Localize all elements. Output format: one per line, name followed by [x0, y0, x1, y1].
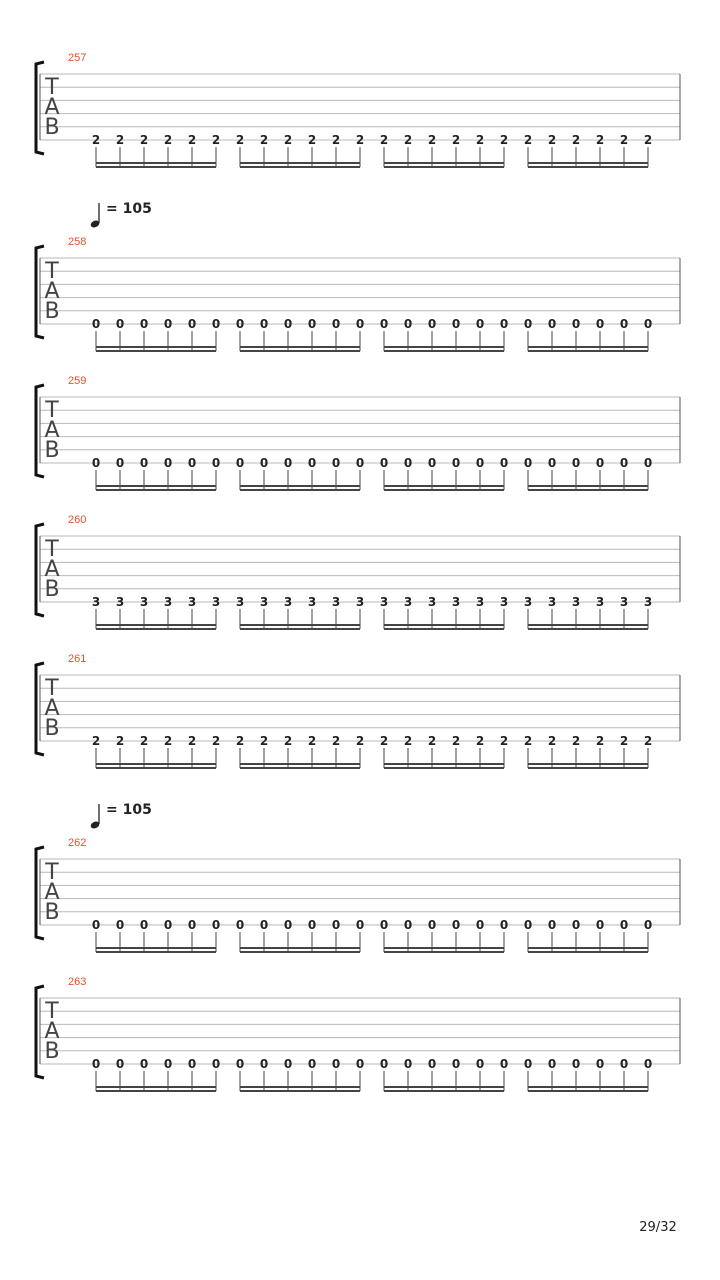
fret-number: 0: [619, 456, 629, 470]
fret-number: 0: [523, 1057, 533, 1071]
fret-number: 0: [619, 918, 629, 932]
tab-clef-letter: B: [44, 115, 60, 140]
tab-clef-letter: A: [44, 880, 60, 905]
tempo-marking: [90, 201, 152, 229]
fret-number: 0: [91, 1057, 101, 1071]
tab-clef-letter: T: [45, 398, 59, 423]
fret-number: 0: [235, 918, 245, 932]
fret-number: 3: [379, 595, 389, 609]
fret-number: 0: [307, 1057, 317, 1071]
fret-number: 3: [547, 595, 557, 609]
fret-number: 0: [283, 1057, 293, 1071]
fret-number: 0: [475, 918, 485, 932]
fret-number: 0: [115, 1057, 125, 1071]
fret-number: 2: [283, 133, 293, 147]
fret-number: 2: [451, 734, 461, 748]
fret-number: 0: [235, 456, 245, 470]
fret-number: 3: [259, 595, 269, 609]
fret-number: 2: [187, 133, 197, 147]
tab-clef-letter: T: [45, 676, 59, 701]
tab-system: [36, 976, 680, 1091]
fret-number: 2: [331, 133, 341, 147]
fret-number: 0: [211, 317, 221, 331]
fret-number: 0: [547, 918, 557, 932]
fret-number: 2: [403, 133, 413, 147]
fret-number: 0: [451, 1057, 461, 1071]
fret-number: 0: [595, 1057, 605, 1071]
tab-clef-letter: B: [44, 716, 60, 741]
fret-number: 2: [211, 734, 221, 748]
fret-number: 0: [355, 317, 365, 331]
fret-number: 2: [259, 734, 269, 748]
fret-number: 3: [643, 595, 653, 609]
fret-number: 0: [595, 918, 605, 932]
fret-number: 3: [451, 595, 461, 609]
tab-clef-letter: A: [44, 95, 60, 120]
fret-number: 0: [163, 456, 173, 470]
fret-number: 2: [595, 734, 605, 748]
fret-number: 2: [139, 734, 149, 748]
tab-system: [36, 514, 680, 629]
fret-number: 3: [595, 595, 605, 609]
fret-number: 2: [115, 734, 125, 748]
fret-number: 0: [211, 456, 221, 470]
tab-system: [36, 653, 680, 768]
fret-number: 0: [307, 918, 317, 932]
tempo-marking: [90, 802, 152, 830]
fret-number: 2: [187, 734, 197, 748]
fret-number: 2: [259, 133, 269, 147]
fret-number: 2: [475, 133, 485, 147]
fret-number: 0: [307, 456, 317, 470]
fret-number: 0: [259, 918, 269, 932]
measure-number: 260: [68, 514, 87, 526]
fret-number: 2: [475, 734, 485, 748]
fret-number: 0: [331, 1057, 341, 1071]
measure-number: 263: [68, 976, 87, 988]
fret-number: 2: [571, 133, 581, 147]
fret-number: 0: [187, 456, 197, 470]
fret-number: 0: [331, 456, 341, 470]
fret-number: 2: [643, 133, 653, 147]
fret-number: 0: [403, 918, 413, 932]
tab-system: [36, 375, 680, 490]
fret-number: 0: [643, 317, 653, 331]
fret-number: 0: [547, 317, 557, 331]
measure-number: 261: [68, 653, 87, 665]
fret-number: 0: [331, 918, 341, 932]
fret-number: 2: [451, 133, 461, 147]
fret-number: 2: [547, 133, 557, 147]
fret-number: 2: [355, 133, 365, 147]
fret-number: 0: [235, 1057, 245, 1071]
fret-number: 0: [355, 918, 365, 932]
fret-number: 0: [187, 918, 197, 932]
tab-system: [36, 802, 680, 952]
fret-number: 2: [427, 133, 437, 147]
fret-number: 0: [571, 317, 581, 331]
fret-number: 2: [331, 734, 341, 748]
fret-number: 0: [307, 317, 317, 331]
fret-number: 0: [115, 317, 125, 331]
fret-number: 2: [91, 734, 101, 748]
tab-system: [36, 201, 680, 351]
fret-number: 0: [547, 456, 557, 470]
tab-clef-letter: T: [45, 860, 59, 885]
fret-number: 0: [355, 456, 365, 470]
fret-number: 0: [475, 456, 485, 470]
fret-number: 2: [91, 133, 101, 147]
fret-number: 3: [187, 595, 197, 609]
fret-number: 0: [427, 1057, 437, 1071]
tab-clef-letter: T: [45, 537, 59, 562]
fret-number: 0: [643, 918, 653, 932]
fret-number: 2: [571, 734, 581, 748]
fret-number: 2: [595, 133, 605, 147]
fret-number: 2: [307, 734, 317, 748]
fret-number: 2: [379, 133, 389, 147]
fret-number: 0: [259, 1057, 269, 1071]
fret-number: 0: [523, 456, 533, 470]
tab-clef-letter: A: [44, 557, 60, 582]
fret-number: 2: [163, 734, 173, 748]
fret-number: 3: [571, 595, 581, 609]
fret-number: 0: [379, 317, 389, 331]
fret-number: 3: [499, 595, 509, 609]
fret-number: 3: [91, 595, 101, 609]
tab-clef-letter: B: [44, 900, 60, 925]
fret-number: 2: [283, 734, 293, 748]
tab-clef-letter: B: [44, 577, 60, 602]
fret-number: 0: [91, 317, 101, 331]
tab-clef-letter: T: [45, 75, 59, 100]
fret-number: 0: [499, 918, 509, 932]
fret-number: 0: [427, 918, 437, 932]
measure-number: 258: [68, 236, 87, 248]
tab-clef-letter: A: [44, 279, 60, 304]
fret-number: 0: [499, 1057, 509, 1071]
fret-number: 0: [355, 1057, 365, 1071]
fret-number: 3: [475, 595, 485, 609]
tab-clef-letter: A: [44, 418, 60, 443]
measure-number: 257: [68, 52, 87, 64]
tab-system: [36, 52, 680, 167]
tab-clef-letter: T: [45, 259, 59, 284]
fret-number: 3: [139, 595, 149, 609]
fret-number: 0: [403, 1057, 413, 1071]
fret-number: 0: [451, 918, 461, 932]
tab-clef-letter: T: [45, 999, 59, 1024]
fret-number: 0: [451, 456, 461, 470]
fret-number: 2: [619, 734, 629, 748]
fret-number: 0: [499, 317, 509, 331]
fret-number: 3: [307, 595, 317, 609]
fret-number: 3: [403, 595, 413, 609]
fret-number: 0: [91, 456, 101, 470]
tab-clef-letter: A: [44, 696, 60, 721]
fret-number: 2: [499, 133, 509, 147]
fret-number: 0: [451, 317, 461, 331]
fret-number: 2: [523, 734, 533, 748]
fret-number: 0: [475, 1057, 485, 1071]
fret-number: 0: [571, 1057, 581, 1071]
fret-number: 0: [523, 317, 533, 331]
fret-number: 0: [427, 317, 437, 331]
fret-number: 0: [499, 456, 509, 470]
fret-number: 0: [91, 918, 101, 932]
fret-number: 0: [595, 317, 605, 331]
fret-number: 0: [379, 918, 389, 932]
fret-number: 0: [283, 317, 293, 331]
fret-number: 0: [643, 456, 653, 470]
fret-number: 0: [643, 1057, 653, 1071]
fret-number: 3: [355, 595, 365, 609]
fret-number: 0: [547, 1057, 557, 1071]
tempo-label: = 105: [106, 802, 152, 818]
fret-number: 0: [403, 456, 413, 470]
fret-number: 2: [619, 133, 629, 147]
fret-number: 3: [235, 595, 245, 609]
fret-number: 0: [115, 456, 125, 470]
fret-number: 0: [139, 456, 149, 470]
fret-number: 0: [379, 1057, 389, 1071]
fret-number: 2: [523, 133, 533, 147]
tab-clef-letter: A: [44, 1019, 60, 1044]
fret-number: 0: [163, 317, 173, 331]
fret-number: 0: [115, 918, 125, 932]
fret-number: 2: [163, 133, 173, 147]
fret-number: 3: [427, 595, 437, 609]
fret-number: 3: [619, 595, 629, 609]
fret-number: 0: [379, 456, 389, 470]
fret-number: 0: [187, 1057, 197, 1071]
fret-number: 3: [283, 595, 293, 609]
fret-number: 0: [139, 317, 149, 331]
measure-number: 259: [68, 375, 87, 387]
fret-number: 0: [235, 317, 245, 331]
measure-number: 262: [68, 837, 87, 849]
fret-number: 2: [139, 133, 149, 147]
fret-number: 0: [163, 918, 173, 932]
fret-number: 2: [235, 133, 245, 147]
fret-number: 0: [283, 456, 293, 470]
fret-number: 0: [163, 1057, 173, 1071]
fret-number: 3: [211, 595, 221, 609]
fret-number: 2: [307, 133, 317, 147]
fret-number: 0: [571, 918, 581, 932]
fret-number: 2: [115, 133, 125, 147]
fret-number: 2: [499, 734, 509, 748]
fret-number: 0: [259, 456, 269, 470]
fret-number: 0: [523, 918, 533, 932]
fret-number: 0: [139, 1057, 149, 1071]
fret-number: 0: [331, 317, 341, 331]
fret-number: 0: [211, 1057, 221, 1071]
fret-number: 0: [283, 918, 293, 932]
fret-number: 0: [187, 317, 197, 331]
fret-number: 3: [523, 595, 533, 609]
tempo-label: = 105: [106, 201, 152, 217]
fret-number: 0: [475, 317, 485, 331]
fret-number: 2: [403, 734, 413, 748]
tab-clef-letter: B: [44, 438, 60, 463]
fret-number: 2: [379, 734, 389, 748]
page-number: 29/32: [639, 1220, 677, 1235]
fret-number: 0: [619, 317, 629, 331]
fret-number: 2: [211, 133, 221, 147]
fret-number: 2: [427, 734, 437, 748]
fret-number: 3: [163, 595, 173, 609]
fret-number: 0: [619, 1057, 629, 1071]
tab-clef-letter: B: [44, 299, 60, 324]
fret-number: 0: [571, 456, 581, 470]
fret-number: 0: [427, 456, 437, 470]
fret-number: 2: [547, 734, 557, 748]
fret-number: 3: [331, 595, 341, 609]
fret-number: 2: [235, 734, 245, 748]
fret-number: 0: [211, 918, 221, 932]
fret-number: 2: [643, 734, 653, 748]
tab-clef-letter: B: [44, 1039, 60, 1064]
fret-number: 0: [139, 918, 149, 932]
fret-number: 3: [115, 595, 125, 609]
fret-number: 2: [355, 734, 365, 748]
fret-number: 0: [595, 456, 605, 470]
fret-number: 0: [259, 317, 269, 331]
fret-number: 0: [403, 317, 413, 331]
